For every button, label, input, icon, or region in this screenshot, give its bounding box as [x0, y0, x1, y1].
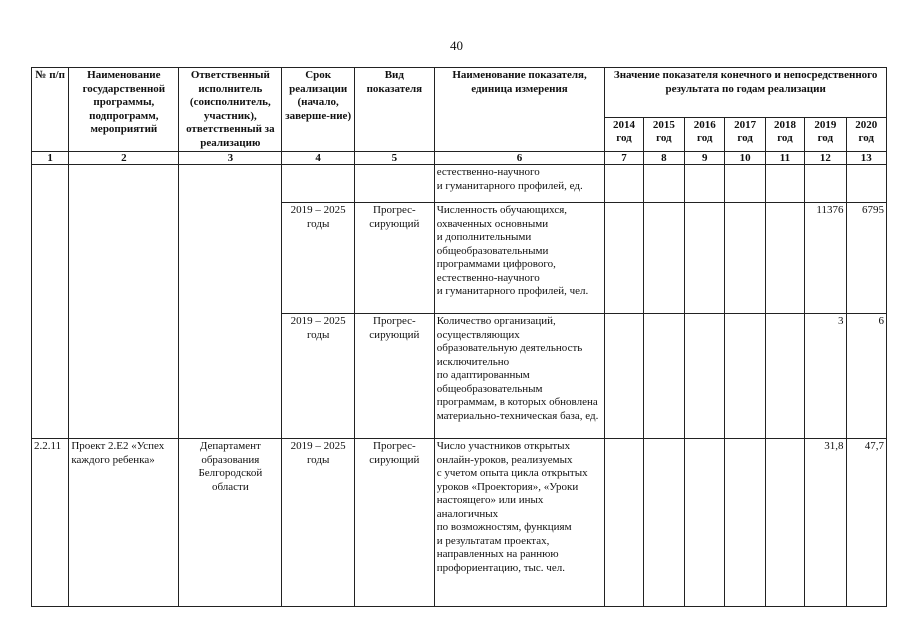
- column-number: 1: [32, 152, 69, 165]
- cell-term: 2019 – 2025 годы: [282, 439, 355, 607]
- cell-value: 31,8: [805, 439, 846, 607]
- column-number: 13: [846, 152, 887, 165]
- page-number: 40: [450, 38, 463, 53]
- column-number: 8: [643, 152, 684, 165]
- cell-value: [685, 314, 725, 439]
- cell-term: 2019 – 2025 годы: [282, 203, 355, 314]
- cell-value: [643, 314, 684, 439]
- cell-type: Прогрес-сирующий: [354, 314, 434, 439]
- column-number: 2: [69, 152, 179, 165]
- cell-value: 6: [846, 314, 887, 439]
- cell-value: [685, 165, 725, 203]
- indicator-table: [31, 67, 887, 607]
- column-number: 4: [282, 152, 355, 165]
- header-year: 2019 год: [805, 117, 846, 151]
- header-year: 2018 год: [765, 117, 804, 151]
- header-indicator-type: Вид показателя: [354, 68, 434, 152]
- cell-value: 47,7: [846, 439, 887, 607]
- column-number: 5: [354, 152, 434, 165]
- cell-value: [605, 165, 643, 203]
- header-indicator-name: Наименование показателя, единица измерения: [434, 68, 605, 152]
- cell-term: 2019 – 2025 годы: [282, 314, 355, 439]
- header-executor: Ответственный исполнитель (соисполнитель, участник), ответственный за реализацию: [179, 68, 282, 152]
- cell-type: Прогрес-сирующий: [354, 439, 434, 607]
- cell-value: [643, 203, 684, 314]
- column-number: 6: [434, 152, 605, 165]
- column-number: 12: [805, 152, 846, 165]
- cell-value: [725, 314, 765, 439]
- header-year: 2015 год: [643, 117, 684, 151]
- cell-value: [805, 165, 846, 203]
- column-number-row: [32, 152, 887, 165]
- cell-value: [846, 165, 887, 203]
- cell-value: [725, 439, 765, 607]
- cell-value: 11376: [805, 203, 846, 314]
- cell-indicator: Численность обучающихся, охваченных основными и дополнительными общеобразовательными программами цифрового, естественно-научного и гуманитарного профилей, чел.: [434, 203, 605, 314]
- cell-executor: Департамент образования Белгородской области: [179, 439, 282, 607]
- header-term: Срок реализации (начало, заверше-ние): [282, 68, 355, 152]
- header-year: 2017 год: [725, 117, 765, 151]
- cell-value: [605, 439, 643, 607]
- cell-value: [765, 314, 804, 439]
- column-number: 10: [725, 152, 765, 165]
- cell-value: [605, 203, 643, 314]
- cell-program: Проект 2.Е2 «Успех каждого ребенка»: [69, 439, 179, 607]
- header-year: 2020 год: [846, 117, 887, 151]
- header-values-group: Значение показателя конечного и непосредственного результата по годам реализации: [605, 68, 887, 118]
- header-num: № п/п: [32, 68, 69, 152]
- cell-type: Прогрес-сирующий: [354, 203, 434, 314]
- cell-program: [69, 165, 179, 439]
- cell-indicator: Количество организаций, осуществляющих образовательную деятельность исключительно по адаптированным общеобразовательным программам, в которых обновлена материально-техническая база, ед.: [434, 314, 605, 439]
- header-program: Наименование государственной программы, подпрограмм, мероприятий: [69, 68, 179, 152]
- cell-num: [32, 165, 69, 439]
- cell-value: 6795: [846, 203, 887, 314]
- column-number: 9: [685, 152, 725, 165]
- table-row: [32, 165, 887, 203]
- column-number: 3: [179, 152, 282, 165]
- cell-value: [685, 203, 725, 314]
- cell-executor: [179, 165, 282, 439]
- cell-type: [354, 165, 434, 203]
- header-year: 2014 год: [605, 117, 643, 151]
- cell-indicator: Число участников открытых онлайн-уроков, реализуемых с учетом опыта цикла открытых уроков «Проектория», «Уроки настоящего» или иных аналогичных по возможностям, функциям и результатам проектах, направленных на раннюю профориентацию, тыс. чел.: [434, 439, 605, 607]
- cell-value: 3: [805, 314, 846, 439]
- cell-indicator: естественно-научного и гуманитарного профилей, ед.: [434, 165, 605, 203]
- cell-value: [725, 203, 765, 314]
- cell-value: [643, 439, 684, 607]
- header-year: 2016 год: [685, 117, 725, 151]
- cell-value: [765, 165, 804, 203]
- cell-num: 2.2.11: [32, 439, 69, 607]
- cell-value: [605, 314, 643, 439]
- cell-value: [725, 165, 765, 203]
- cell-value: [643, 165, 684, 203]
- cell-value: [765, 203, 804, 314]
- cell-term: [282, 165, 355, 203]
- table-row: [32, 439, 887, 607]
- column-number: 7: [605, 152, 643, 165]
- cell-value: [765, 439, 804, 607]
- column-number: 11: [765, 152, 804, 165]
- cell-value: [685, 439, 725, 607]
